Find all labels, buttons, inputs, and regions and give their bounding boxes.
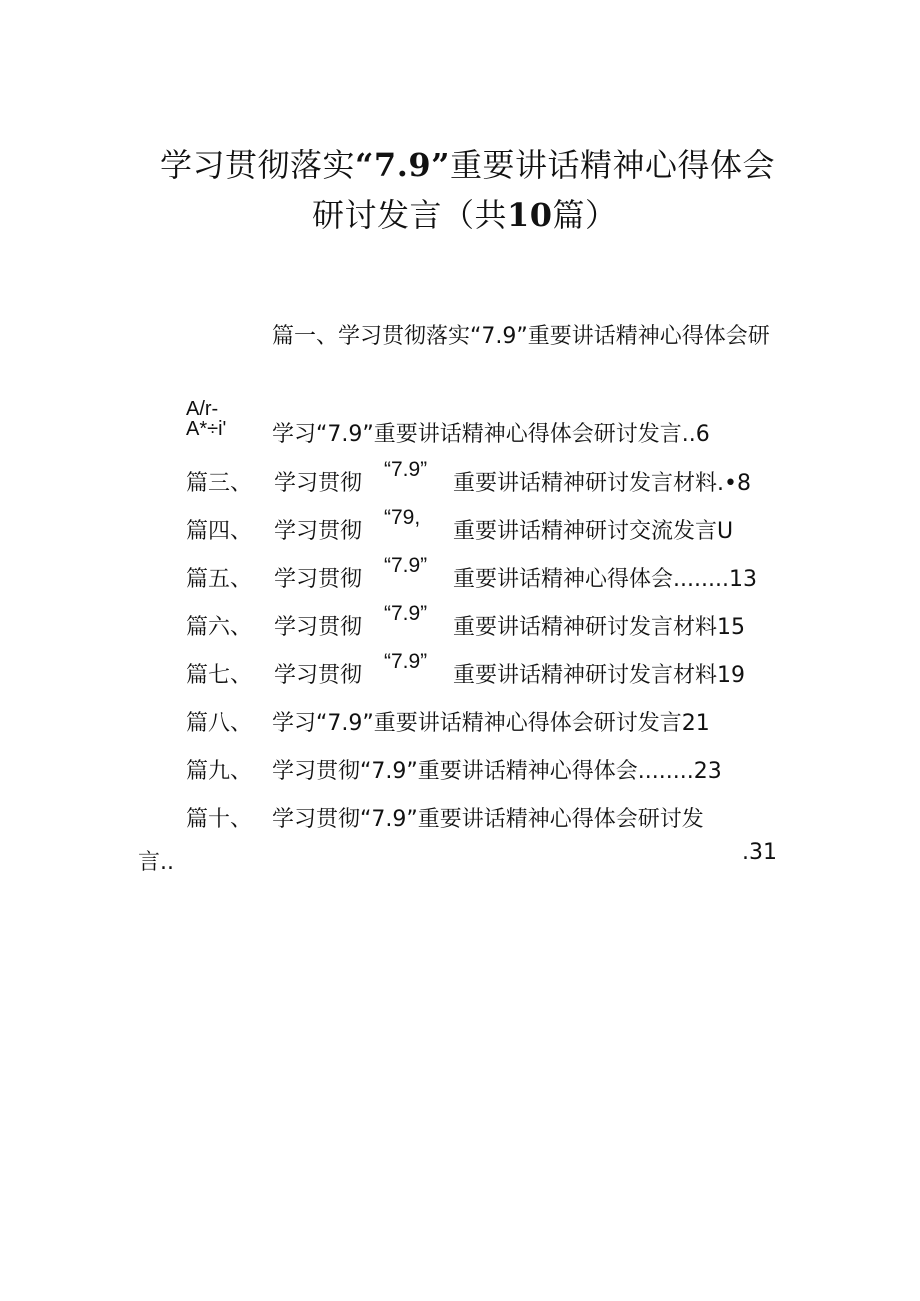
document-title-line-1 xyxy=(160,140,775,186)
toc-item-9[interactable]: 学习贯彻“7.9”重要讲话精神心得体会........23 xyxy=(272,759,722,784)
title-count: 10 xyxy=(507,196,553,234)
toc-item-10-page: .31 xyxy=(742,840,777,865)
toc-item-3-entry[interactable]: 重要讲话精神研讨发言材料.•8 xyxy=(453,471,751,496)
toc-item-2-label-b: A*÷i' xyxy=(186,418,227,440)
toc-item-2-label-a: A/r- xyxy=(186,398,219,420)
title-quote: “7.9” xyxy=(355,146,450,184)
document-title-line-2 xyxy=(312,190,618,236)
title-part: 学习贯彻落实 xyxy=(160,146,356,184)
toc-item-4-label: 篇四、 xyxy=(186,519,253,544)
toc-item-5-text[interactable]: 学习贯彻 xyxy=(274,567,363,592)
toc-item-8-label: 篇八、 xyxy=(186,711,253,736)
toc-item-4-quote: “79, xyxy=(384,506,421,529)
toc-item-10[interactable]: 学习贯彻“7.9”重要讲话精神心得体会研讨发 xyxy=(272,807,704,832)
toc-item-5-label: 篇五、 xyxy=(186,567,253,592)
toc-item-7-text[interactable]: 学习贯彻 xyxy=(274,663,363,688)
toc-item-3-text[interactable]: 学习贯彻 xyxy=(274,471,363,496)
toc-item-3-label: 篇三、 xyxy=(186,471,253,496)
toc-item-6-text[interactable]: 学习贯彻 xyxy=(274,615,363,640)
toc-item-7-label: 篇七、 xyxy=(186,663,253,688)
toc-item-8[interactable]: 学习“7.9”重要讲话精神心得体会研讨发言21 xyxy=(272,711,710,736)
toc-item-7-quote: “7.9” xyxy=(384,650,428,673)
toc-item-1[interactable]: 篇一、学习贯彻落实“7.9”重要讲话精神心得体会研 xyxy=(272,324,770,349)
toc-item-9-label: 篇九、 xyxy=(186,759,253,784)
toc-item-3-quote: “7.9” xyxy=(384,458,428,481)
toc-item-4-entry[interactable]: 重要讲话精神研讨交流发言U xyxy=(453,519,734,544)
toc-item-6-quote: “7.9” xyxy=(384,602,428,625)
title-part: 篇） xyxy=(552,196,618,234)
toc-item-7-entry[interactable]: 重要讲话精神研讨发言材料19 xyxy=(453,663,745,688)
toc-item-4-text[interactable]: 学习贯彻 xyxy=(274,519,363,544)
toc-item-6-entry[interactable]: 重要讲话精神研讨发言材料15 xyxy=(453,615,745,640)
title-part: 重要讲话精神心得体会 xyxy=(450,146,776,184)
toc-item-5-quote: “7.9” xyxy=(384,554,428,577)
toc-item-2[interactable]: 学习“7.9”重要讲话精神心得体会研讨发言..6 xyxy=(272,422,710,447)
toc-item-5-entry[interactable]: 重要讲话精神心得体会........13 xyxy=(453,567,757,592)
title-part: 研讨发言（共 xyxy=(312,196,508,234)
toc-item-10-label: 篇十、 xyxy=(186,807,253,832)
toc-item-10-wrap: 言.. xyxy=(138,850,174,875)
toc-item-6-label: 篇六、 xyxy=(186,615,253,640)
